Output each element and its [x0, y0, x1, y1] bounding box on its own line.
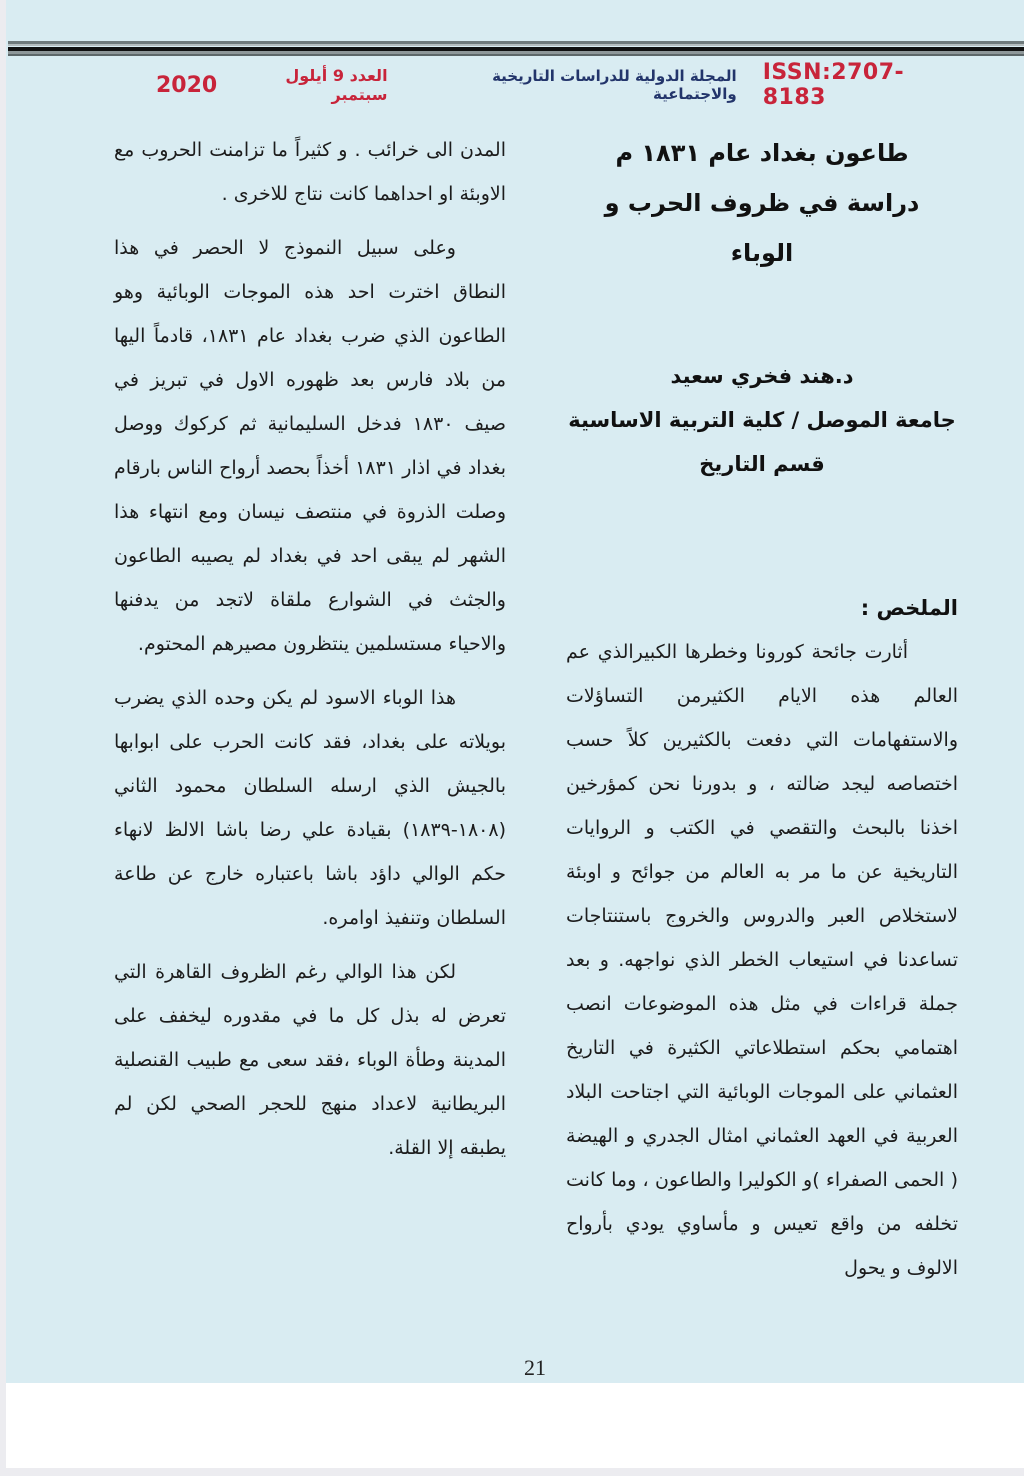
- body-paragraph: المدن الى خرائب . و كثيراً ما تزامنت الحروب مع الاوبئة او احداهما كانت نتاج للاخرى .: [114, 139, 506, 205]
- issue-label: العدد 9 أيلول سبتمبر: [285, 66, 388, 104]
- journal-page: [6, 0, 1024, 1468]
- right-column: [566, 128, 958, 1290]
- left-column: [114, 128, 506, 1170]
- title-line-1: طاعون بغداد عام ١٨٣١ م: [615, 139, 909, 167]
- journal-name: المجلة الدولية للدراسات التاريخية والاجتماعية: [492, 67, 737, 103]
- author-affiliation: جامعة الموصل / كلية التربية الاساسية: [568, 408, 956, 432]
- issue-info: [156, 66, 388, 104]
- header-rule: [8, 54, 1024, 56]
- body-paragraph: وعلى سبيل النموذج لا الحصر في هذا النطاق اخترت احد هذه الموجات الوبائية وهو الطاعون الذي ضرب بغداد عام ١٨٣١، قادماً اليها من بلاد فارس بعد ظهوره الاول في تبريز في صيف ١٨٣٠ فدخل السليمانية ثم كركوك ووصل بغداد في اذار ١٨٣١ أخذاً بحصد أرواح الناس بارقام وصلت الذروة في منتصف نيسان ومع انتهاء هذا الشهر لم يبقى احد في بغداد لم يصيبه الطاعون والجثث في الشوارع ملقاة لاتجد من يدفنها والاحياء مستسلمين ينتظرون مصيرهم المحتوم.: [114, 237, 507, 655]
- issue-year: 2020: [156, 72, 218, 98]
- running-header: [156, 60, 961, 110]
- author-name: د.هند فخري سعيد: [670, 364, 854, 388]
- issn-label: ISSN:2707-8183: [762, 60, 905, 110]
- abstract-paragraph: أثارت جائحة كورونا وخطرها الكبيرالذي عم العالم هذه الايام الكثيرمن التساؤلات والاستفهامات التي دفعت بالكثيرين كلاً حسب اختصاصه ليجد ضالته ، و بدورنا نحن كمؤرخين اخذنا بالبحث والتقصي في الكتب و الروايات التاريخية عن ما مر به العالم من جوائح و اوبئة لاستخلاص العبر والدروس والخروج باستنتاجات تساعدنا في استيعاب الخطر الذي نواجهه. و بعد جملة قراءات في مثل هذه الموضوعات انصب اهتمامي بحكم استطلاعاتي الكثيرة في التاريخ العثماني على الموجات الوبائية التي اجتاحت البلاد العربية في العهد العثماني امثال الجدري و الهيضة ( الحمى الصفراء )و الكوليرا والطاعون ، وما كانت تخلفه من واقع تعيس و مأساوي يودي بأرواح الالوف و يحول: [566, 641, 958, 1279]
- author-department: قسم التاريخ: [699, 452, 825, 476]
- header-rule: [8, 44, 1024, 46]
- author-block: [566, 354, 958, 486]
- body-paragraph: لكن هذا الوالي رغم الظروف القاهرة التي تعرض له بذل كل ما في مقدوره ليخفف على المدينة وطأة الوباء ،فقد سعى مع طبيب القنصلية البريطانية لاعداد منهج للحجر الصحي لكن لم يطبقه إلا القلة.: [114, 961, 506, 1159]
- article-title: [596, 128, 928, 278]
- abstract-heading: الملخص :: [860, 596, 958, 620]
- page-number: 21: [524, 1355, 546, 1380]
- body-paragraph: هذا الوباء الاسود لم يكن وحده الذي يضرب بويلاته على بغداد، فقد كانت الحرب على ابوابها بالجيش الذي ارسله السلطان محمود الثاني (١٨٠٨-١٨٣٩) بقيادة علي رضا باشا الالظ لانهاء حكم الوالي داؤد باشا باعتباره خارج عن طاعة السلطان وتنفيذ اوامره.: [114, 687, 506, 929]
- title-line-2: دراسة في ظروف الحرب و الوباء: [604, 189, 920, 267]
